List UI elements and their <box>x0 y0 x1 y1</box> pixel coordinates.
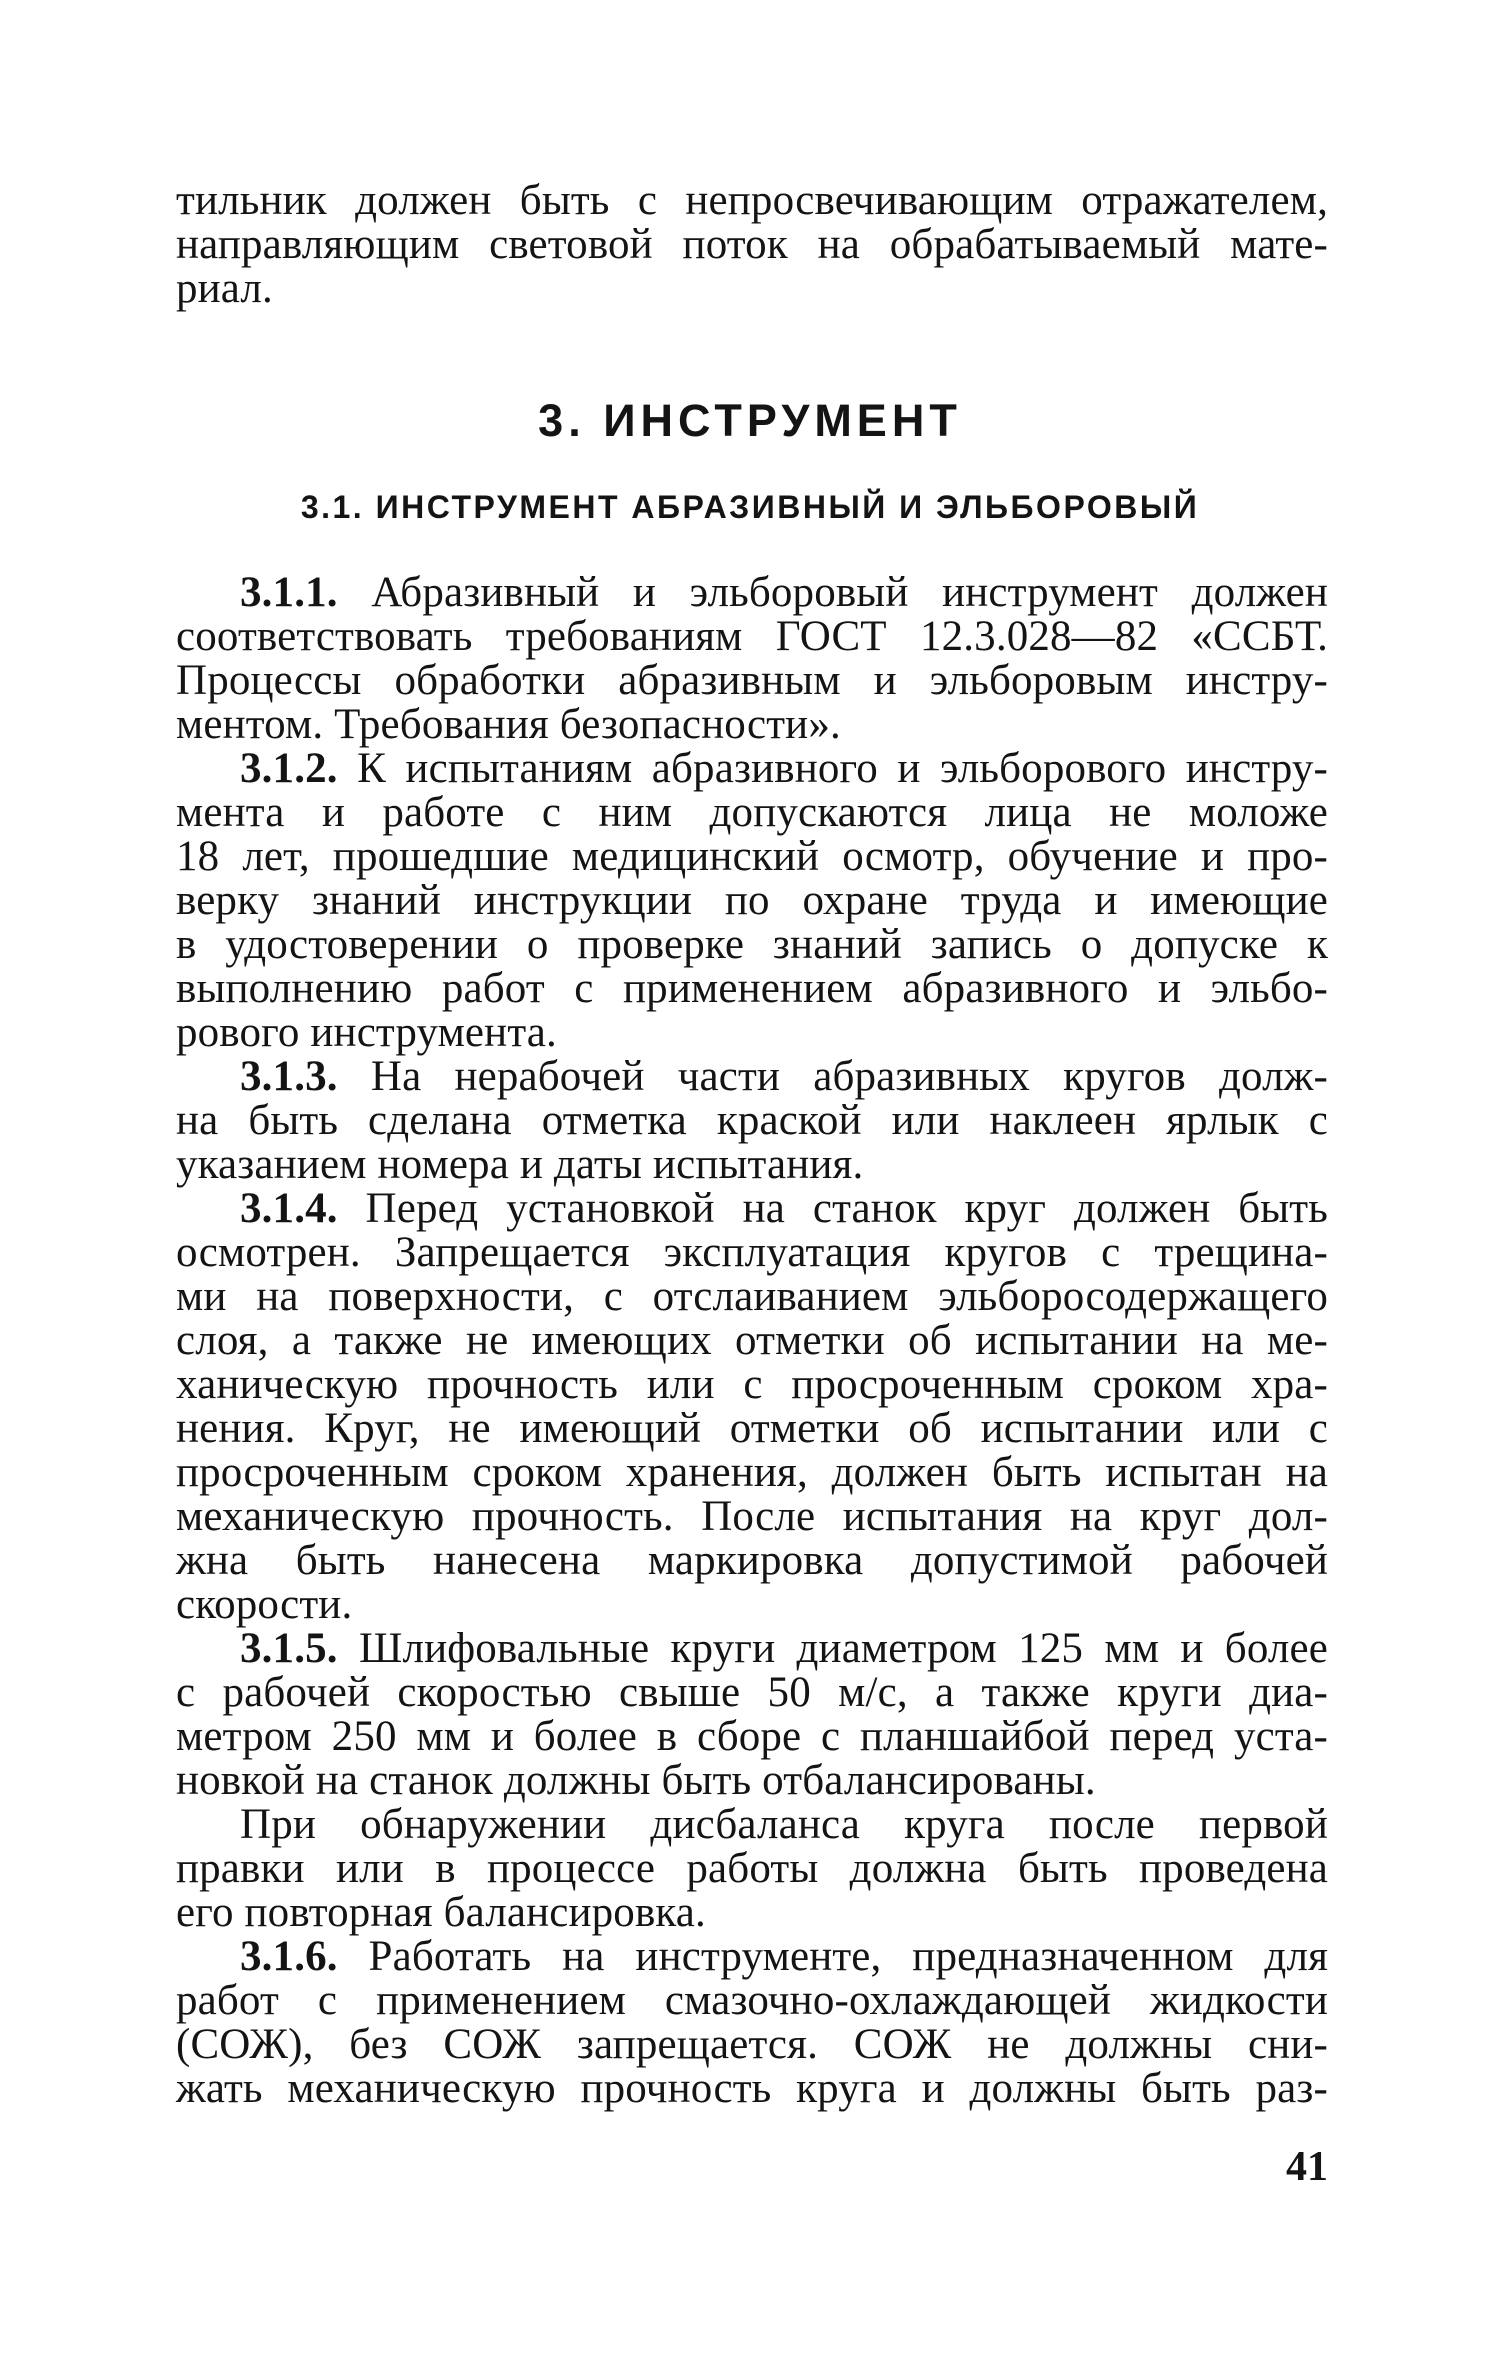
text-line: указанием номера и даты испытания. <box>176 1141 864 1188</box>
paragraph-first-line <box>240 1052 1328 1102</box>
text-line: верку знаний инструкции по охране труда и имеющие <box>176 877 1328 924</box>
text-line: работ с применением смазочно-охлаждающей жидкости <box>176 1977 1328 2024</box>
text-line: 18 лет, прошедшие медицинский осмотр, обучение и про- <box>176 833 1328 880</box>
section-title: 3. ИНСТРУМЕНТ <box>538 395 962 446</box>
paragraph-first-line <box>240 1932 1328 1982</box>
text-line: с рабочей скоростью свыше 50 м/с, а также круги диа- <box>176 1669 1328 1716</box>
clause-text: Работать на инструменте, предназначенном для <box>368 1933 1328 1980</box>
text-line: соответствовать требованиям ГОСТ 12.3.028—82 «ССБТ. <box>176 613 1328 660</box>
text-line: в удостоверении о проверке знаний запись о допуске к <box>176 921 1328 968</box>
clause-number: 3.1.5. <box>240 1625 338 1672</box>
text-line: нения. Круг, не имеющий отметки об испытании или с <box>176 1405 1328 1452</box>
clause-number: 3.1.3. <box>240 1053 338 1100</box>
text-line: ми на поверхности, с отслаиванием эльборосодержащего <box>176 1273 1328 1320</box>
clause-text: На нерабочей части абразивных кругов долж- <box>370 1053 1329 1100</box>
text-line: на быть сделана отметка краской или наклеен ярлык с <box>176 1097 1328 1144</box>
subsection-title: 3.1. ИНСТРУМЕНТ АБРАЗИВНЫЙ И ЭЛЬБОРОВЫЙ <box>300 489 1200 525</box>
page-number: 41 <box>1286 2144 1328 2190</box>
paragraph-first-line <box>240 1184 1328 1234</box>
text-line: слоя, а также не имеющих отметки об испытании на ме- <box>176 1317 1328 1364</box>
text-line: скорости. <box>176 1581 353 1628</box>
text-line: механическую прочность. После испытания на круг дол- <box>176 1493 1328 1540</box>
clause-text: Шлифовальные круги диаметром 125 мм и более <box>358 1625 1328 1672</box>
clause-number: 3.1.6. <box>240 1933 338 1980</box>
text-line: тильник должен быть с непросвечивающим отражателем, <box>176 177 1328 224</box>
text-line: просроченным сроком хранения, должен быть испытан на <box>176 1449 1328 1496</box>
text-line: Процессы обработки абразивным и эльборовым инстру- <box>176 657 1328 704</box>
text-line: мента и работе с ним допускаются лица не моложе <box>176 789 1328 836</box>
text-line: риал. <box>176 265 273 312</box>
text-line: его повторная балансировка. <box>176 1889 706 1936</box>
text-line: жна быть нанесена маркировка допустимой рабочей <box>176 1537 1328 1584</box>
paragraph-first-line <box>240 568 1328 618</box>
text-line: правки или в процессе работы должна быть проведена <box>176 1845 1328 1892</box>
clause-text: Перед установкой на станок круг должен быть <box>365 1185 1328 1232</box>
paragraph-first-line <box>240 744 1328 794</box>
text-line: новкой на станок должны быть отбалансированы. <box>176 1757 1096 1804</box>
text-line: ханическую прочность или с просроченным сроком хра- <box>176 1361 1328 1408</box>
paragraph-first-line <box>240 1624 1328 1674</box>
clause-number: 3.1.4. <box>240 1185 338 1232</box>
clause-text: Абразивный и эльборовый инструмент должен <box>371 569 1328 616</box>
paragraph-first-line: При обнаружении дисбаланса круга после первой <box>240 1801 1328 1848</box>
text-line: направляющим световой поток на обрабатываемый мате- <box>176 221 1328 268</box>
clause-text: К испытаниям абразивного и эльборового инстру- <box>357 745 1328 792</box>
text-line: метром 250 мм и более в сборе с планшайбой перед уста- <box>176 1713 1328 1760</box>
clause-number: 3.1.1. <box>240 569 338 616</box>
text-line: выполнению работ с применением абразивного и эльбо- <box>176 965 1328 1012</box>
text-line: рового инструмента. <box>176 1009 557 1056</box>
text-line: (СОЖ), без СОЖ запрещается. СОЖ не должны сни- <box>176 2021 1328 2068</box>
text-line: осмотрен. Запрещается эксплуатация кругов с трещина- <box>176 1229 1328 1276</box>
clause-number: 3.1.2. <box>240 745 338 792</box>
text-line: жать механическую прочность круга и должны быть раз- <box>176 2065 1328 2112</box>
text-line: ментом. Требования безопасности». <box>176 701 841 748</box>
